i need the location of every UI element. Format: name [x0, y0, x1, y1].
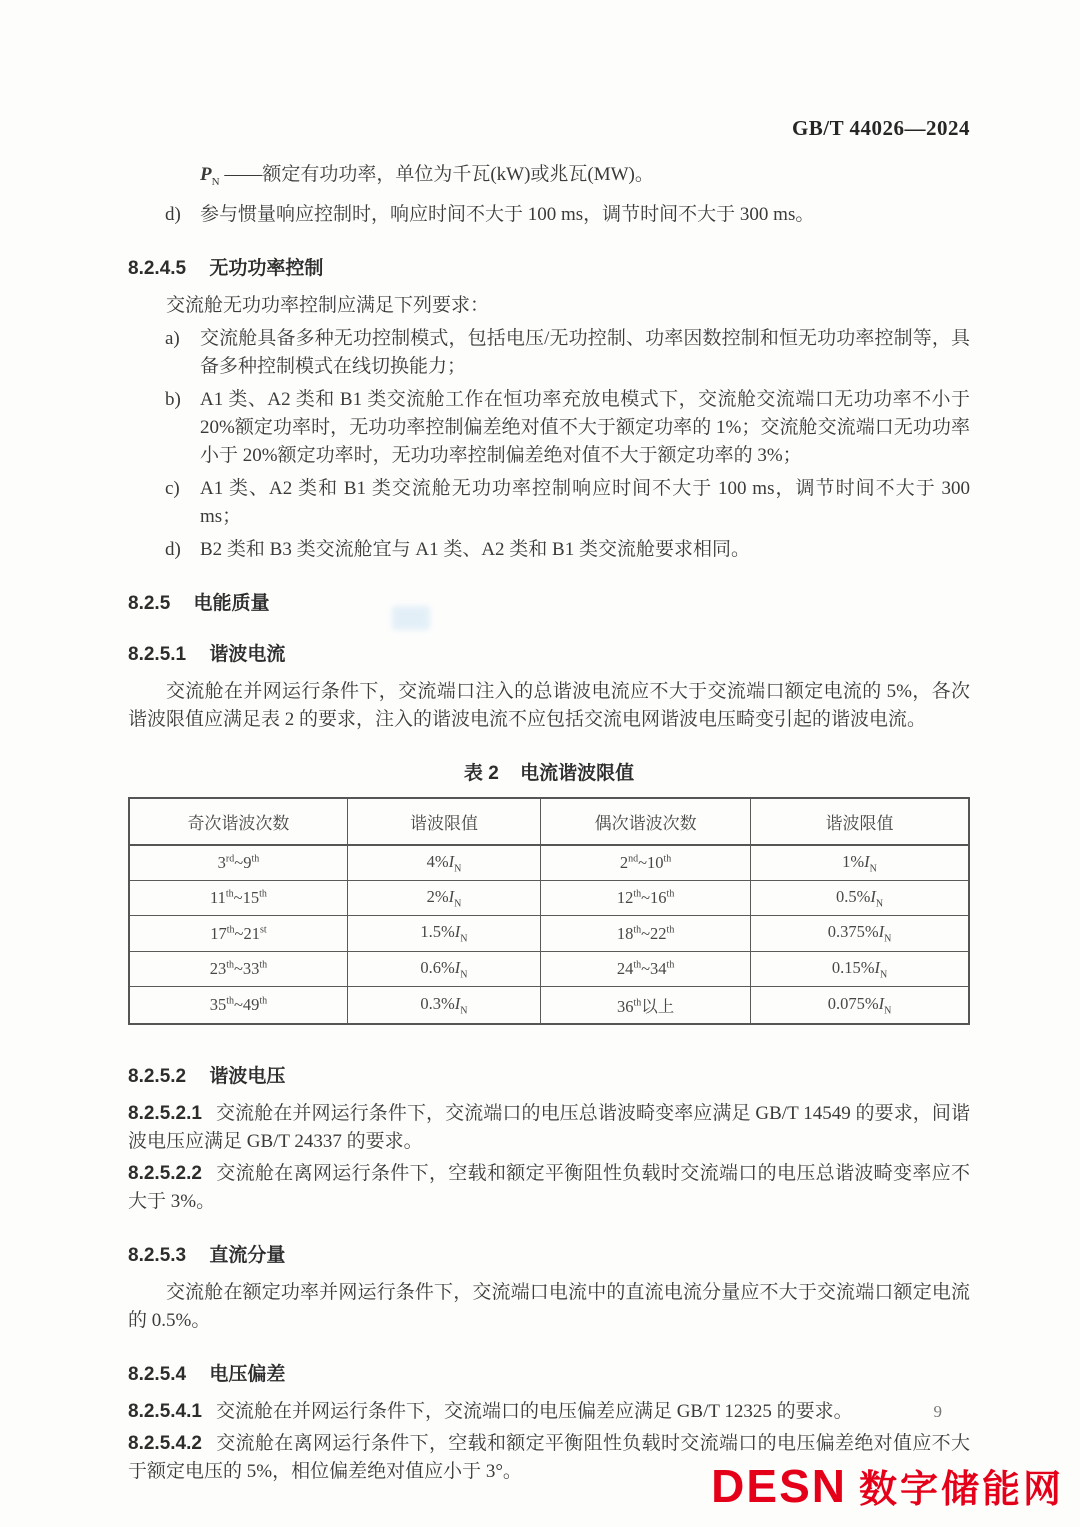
symbol-definition — [128, 161, 970, 196]
table-cell: 35th~49th — [129, 986, 347, 1024]
page-number: 9 — [933, 1402, 942, 1421]
table-body — [129, 845, 969, 1024]
col-header-even-order: 偶次谐波次数 — [541, 798, 751, 845]
col-header-limit-1: 谐波限值 — [347, 798, 540, 845]
symbol-pn: $P_N$ — [200, 164, 220, 188]
table-cell: $1\%I_N$ — [751, 845, 969, 881]
table-cell: 3rd~9th — [129, 845, 347, 881]
list-text: A1 类、A2 类和 B1 类交流舱无功功率控制响应时间不大于 100 ms，调节时间不大于 300 ms； — [200, 477, 970, 527]
heading-8-2-4-5: 8.2.4.5 无功功率控制 — [128, 257, 324, 279]
table-cell: $0.3\%I_N$ — [347, 986, 540, 1024]
desn-logo-latin: DESN — [711, 1459, 847, 1512]
list-item-reactive-d — [128, 536, 970, 564]
list-item-reactive-a — [128, 325, 970, 381]
clause-8-2-5-2-2: 8.2.5.2.2 交流舱在离网运行条件下，空载和额定平衡阻性负载时交流端口的电压总谐波畸变率应不大于 3%。 — [128, 1162, 970, 1212]
list-text: 参与惯量响应控制时，响应时间不大于 100 ms，调节时间不大于 300 ms。 — [200, 203, 815, 225]
list-item-reactive-c — [128, 475, 970, 531]
table-row — [129, 986, 969, 1024]
harmonic-current-paragraph: 交流舱在并网运行条件下，交流端口注入的总谐波电流应不大于交流端口额定电流的 5%，各次谐波限值应满足表 2 的要求，注入的谐波电流不应包括交流电网谐波电压畸变引起的谐波电流。 — [128, 680, 970, 730]
table-cell: $1.5\%I_N$ — [347, 916, 540, 951]
list-label: d) — [165, 538, 181, 560]
clause-8-2-5-2-1: 8.2.5.2.1 交流舱在并网运行条件下，交流端口的电压总谐波畸变率应满足 GB/T 14549 的要求，间谐波电压应满足 GB/T 24337 的要求。 — [128, 1102, 970, 1152]
desn-logo-chinese: 数字储能网 — [858, 1469, 1064, 1511]
heading-8-2-5: 8.2.5 电能质量 — [128, 592, 270, 614]
table-cell: 12th~16th — [541, 881, 751, 916]
heading-8-2-5-4: 8.2.5.4 电压偏差 — [128, 1363, 286, 1385]
list-text: B2 类和 B3 类交流舱宜与 A1 类、A2 类和 B1 类交流舱要求相同。 — [200, 538, 750, 560]
table-cell: 36th以上 — [541, 986, 751, 1024]
table-cell: 24th~34th — [541, 951, 751, 986]
list-item-inertia-d — [128, 201, 970, 229]
dc-component-paragraph: 交流舱在额定功率并网运行条件下，交流端口电流中的直流电流分量应不大于交流端口额定电流的 0.5%。 — [128, 1281, 970, 1331]
list-label: a) — [165, 327, 180, 349]
heading-8-2-5-1: 8.2.5.1 谐波电流 — [128, 643, 286, 665]
reactive-intro: 交流舱无功功率控制应满足下列要求： — [166, 294, 490, 316]
list-text: A1 类、A2 类和 B1 类交流舱工作在恒功率充放电模式下，交流舱交流端口无功功率不小于 20%额定功率时，无功功率控制偏差绝对值不大于额定功率的 1%；交流舱交流端口无功功率小于 20%额定功率时，无功功率控制偏差绝对值不大于额定功率的 3%； — [200, 388, 970, 466]
table-row — [129, 845, 969, 881]
table-cell: $0.375\%I_N$ — [751, 916, 969, 951]
table-cell: 17th~21st — [129, 916, 347, 951]
list-label: c) — [165, 477, 180, 499]
table-header-row — [129, 798, 969, 845]
list-text: 交流舱具备多种无功控制模式，包括电压/无功控制、功率因数控制和恒无功功率控制等，具备多种控制模式在线切换能力； — [200, 327, 970, 377]
table-caption: 表 2 电流谐波限值 — [463, 762, 635, 784]
symbol-definition-text: ——额定有功功率，单位为千瓦(kW)或兆瓦(MW)。 — [224, 164, 654, 185]
table-cell: 11th~15th — [129, 881, 347, 916]
table-cell: 18th~22th — [541, 916, 751, 951]
table-cell: 2nd~10th — [541, 845, 751, 881]
table-cell: $4\%I_N$ — [347, 845, 540, 881]
table-row — [129, 916, 969, 951]
table-cell: $2\%I_N$ — [347, 881, 540, 916]
harmonic-limits-table — [128, 797, 970, 1025]
clause-8-2-5-4-1: 8.2.5.4.1 交流舱在并网运行条件下，交流端口的电压偏差应满足 GB/T 12325 的要求。 — [128, 1400, 853, 1422]
scan-watermark-artifact — [392, 606, 430, 630]
table-cell: $0.075\%I_N$ — [751, 986, 969, 1024]
heading-8-2-5-3: 8.2.5.3 直流分量 — [128, 1244, 286, 1266]
table-cell: $0.5\%I_N$ — [751, 881, 969, 916]
col-header-odd-order: 奇次谐波次数 — [129, 798, 347, 845]
table-row — [129, 881, 969, 916]
table-cell: $0.15\%I_N$ — [751, 951, 969, 986]
desn-logo — [711, 1458, 1064, 1513]
table-cell: 23th~33th — [129, 951, 347, 986]
list-label: d) — [165, 203, 181, 225]
clause-8-2-5-4-2: 8.2.5.4.2 交流舱在离网运行条件下，空载和额定平衡阻性负载时交流端口的电压偏差绝对值应不大于额定电压的 5%，相位偏差绝对值应小于 3°。 — [128, 1432, 970, 1482]
table-cell: $0.6\%I_N$ — [347, 951, 540, 986]
standard-number: GB/T 44026—2024 — [791, 116, 970, 140]
list-item-reactive-b — [128, 386, 970, 470]
table-row — [129, 951, 969, 986]
list-label: b) — [165, 388, 181, 410]
col-header-limit-2: 谐波限值 — [751, 798, 969, 845]
heading-8-2-5-2: 8.2.5.2 谐波电压 — [128, 1065, 286, 1087]
